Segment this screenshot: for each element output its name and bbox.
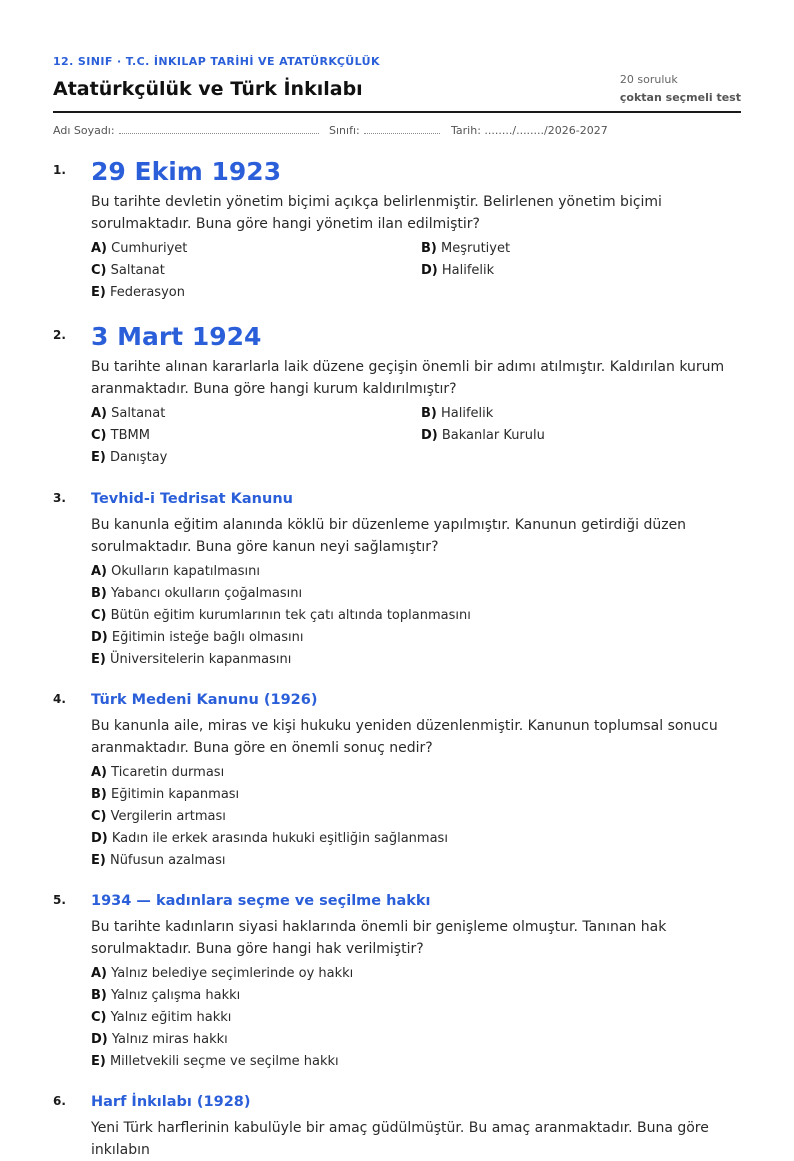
question-text: Bu tarihte kadınların siyasi haklarında önemli bir genişleme olmuştur. Tanınan hak sorulmaktadır. Buna göre hangi hak verilmiştir? (91, 919, 667, 957)
option-c[interactable]: C) Saltanat (91, 263, 165, 278)
question-5 (53, 890, 741, 1073)
question-2 (53, 320, 741, 469)
question-title: Tevhid-i Tedrisat Kanunu (91, 491, 293, 507)
question-text: Bu kanunla eğitim alanında köklü bir düzenleme yapılmıştır. Kanunun getirdiği düzen sorulmaktadır. Buna göre kanun neyi sağlamıştır? (91, 517, 687, 555)
option-a[interactable]: A) Yalnız belediye seçimlerinde oy hakkı (91, 966, 354, 981)
question-number: 6. (53, 1094, 66, 1108)
question-number: 5. (53, 893, 66, 907)
name-field[interactable] (53, 124, 319, 137)
option-d[interactable]: D) Eğitimin isteğe bağlı olmasını (91, 630, 304, 645)
question-title: 29 Ekim 1923 (91, 157, 282, 186)
exam-header (53, 0, 741, 113)
option-a[interactable]: A) Saltanat (91, 406, 166, 421)
question-number: 4. (53, 692, 66, 706)
options (91, 238, 741, 304)
option-a[interactable]: A) Cumhuriyet (91, 241, 188, 256)
exam-page (53, 0, 741, 1158)
options (91, 963, 741, 1073)
option-c[interactable]: C) TBMM (91, 428, 150, 443)
course-label: 12. SINIF · T.C. İNKILAP TARİHİ VE ATATÜRKÇÜLÜK (53, 55, 380, 68)
options (91, 762, 741, 872)
question-title: Türk Medeni Kanunu (1926) (91, 692, 318, 708)
option-c[interactable]: C) Bütün eğitim kurumlarının tek çatı altında toplanmasını (91, 608, 471, 623)
option-e[interactable]: E) Üniversitelerin kapanmasını (91, 652, 292, 667)
question-text: Yeni Türk harflerinin kabulüyle bir amaç güdülmüştür. Bu amaç aranmaktadır. Buna göre inkılabın (91, 1120, 709, 1158)
name-label: Adı Soyadı: (53, 124, 115, 137)
student-info-row (53, 113, 741, 147)
option-b[interactable]: B) Eğitimin kapanması (91, 787, 240, 802)
option-e[interactable]: E) Federasyon (91, 285, 185, 300)
question-title: 3 Mart 1924 (91, 322, 262, 351)
class-label: Sınıfı: (329, 124, 360, 137)
class-field[interactable] (329, 124, 440, 137)
question-text: Bu kanunla aile, miras ve kişi hukuku yeniden düzenlenmiştir. Kanunun toplumsal sonucu aranmaktadır. Buna göre en önemli sonuç nedir? (91, 718, 718, 756)
question-number: 1. (53, 163, 66, 177)
test-type: çoktan seçmeli test (619, 91, 741, 104)
name-blank[interactable] (119, 125, 319, 134)
option-b[interactable]: B) Yabancı okulların çoğalmasını (91, 586, 303, 601)
options (91, 403, 741, 469)
exam-title: Atatürkçülük ve Türk İnkılabı (53, 78, 363, 100)
options (91, 561, 741, 671)
option-d[interactable]: D) Bakanlar Kurulu (421, 428, 545, 443)
option-d[interactable]: D) Halifelik (421, 263, 495, 278)
option-a[interactable]: A) Okulların kapatılmasını (91, 564, 260, 579)
option-b[interactable]: B) Yalnız çalışma hakkı (91, 988, 241, 1003)
question-3 (53, 488, 741, 671)
class-blank[interactable] (364, 125, 440, 134)
question-text: Bu tarihte alınan kararlarla laik düzene geçişin önemli bir adımı atılmıştır. Kaldırılan kurum aranmaktadır. Buna göre hangi kurum kaldırılmıştır? (91, 359, 725, 397)
option-c[interactable]: C) Vergilerin artması (91, 809, 226, 824)
option-b[interactable]: B) Halifelik (421, 406, 494, 421)
question-number: 2. (53, 328, 66, 342)
question-title: Harf İnkılabı (1928) (91, 1094, 251, 1110)
date-label: Tarih: ......../......../2026-2027 (451, 124, 608, 137)
option-b[interactable]: B) Meşrutiyet (421, 241, 511, 256)
question-1 (53, 155, 741, 304)
question-6 (53, 1091, 741, 1161)
option-e[interactable]: E) Danıştay (91, 450, 168, 465)
option-e[interactable]: E) Milletvekili seçme ve seçilme hakkı (91, 1054, 339, 1069)
option-d[interactable]: D) Kadın ile erkek arasında hukuki eşitliğin sağlanması (91, 831, 448, 846)
option-a[interactable]: A) Ticaretin durması (91, 765, 225, 780)
question-text: Bu tarihte devletin yönetim biçimi açıkça belirlenmiştir. Belirlenen yönetim biçimi sorulmaktadır. Buna göre hangi yönetim ilan edilmiştir? (91, 194, 662, 232)
question-number: 3. (53, 491, 66, 505)
question-title: 1934 — kadınlara seçme ve seçilme hakkı (91, 893, 431, 909)
option-e[interactable]: E) Nüfusun azalması (91, 853, 226, 868)
exam-meta (620, 71, 741, 107)
question-4 (53, 689, 741, 872)
date-field[interactable] (451, 124, 608, 137)
option-c[interactable]: C) Yalnız eğitim hakkı (91, 1010, 232, 1025)
option-d[interactable]: D) Yalnız miras hakkı (91, 1032, 228, 1047)
question-count: 20 soruluk (619, 73, 678, 86)
